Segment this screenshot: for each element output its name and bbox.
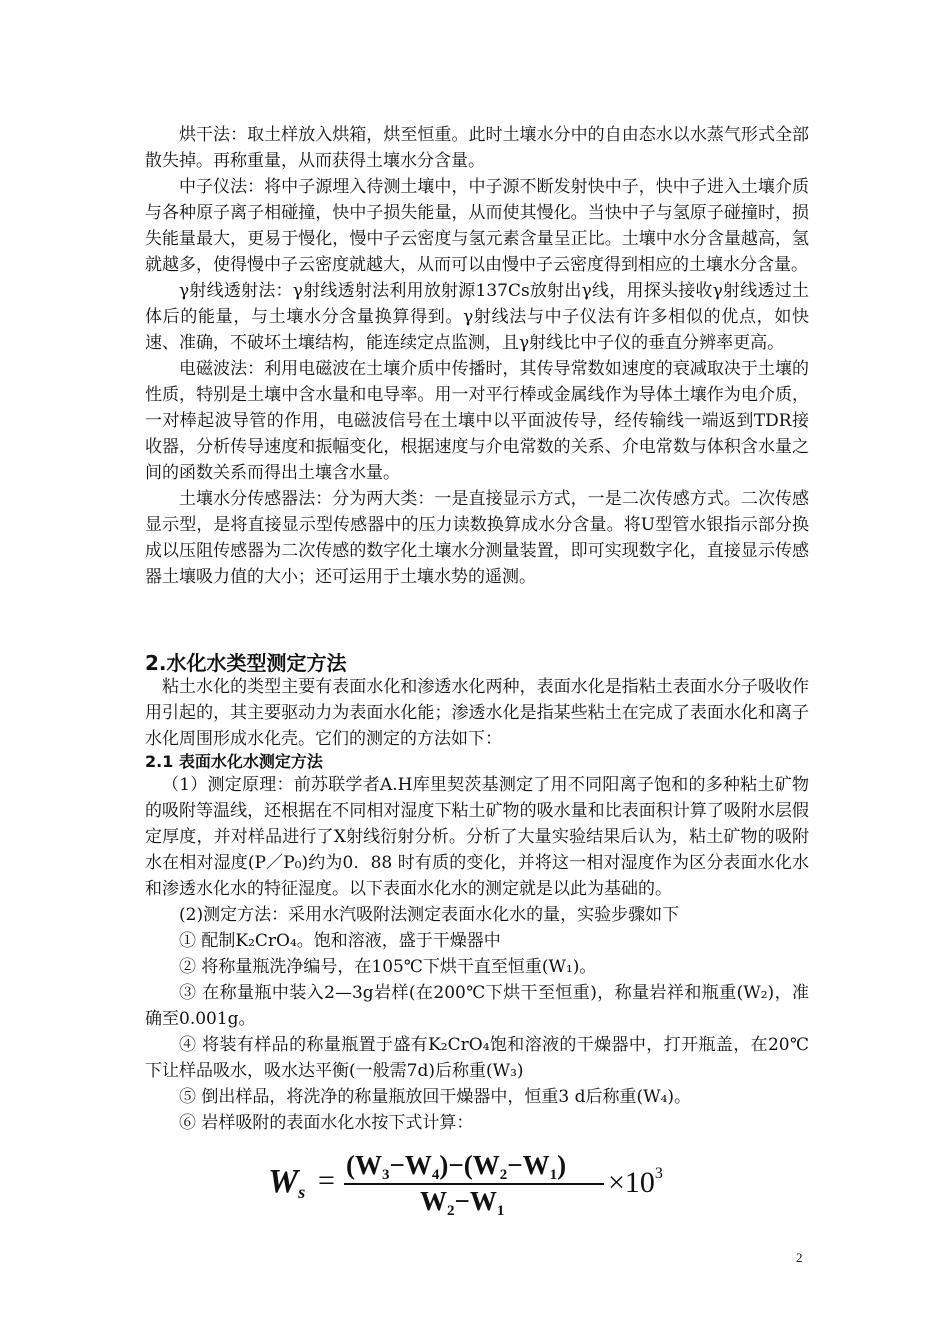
formula-multiplier: $\times 10^3$ — [608, 1165, 663, 1199]
principle-paragraph: （1）测定原理：前苏联学者A.H库里契茨基测定了用不同阳离子饱和的多种粘土矿物的吸附等温线，还根据在不同相对湿度下粘土矿物的吸水量和比表面积计算了吸附水层假定厚度，并对样品进行了X射线衍射分析。分析了大量实验结果后认为，粘土矿物的吸附水在相对湿度(P／P₀)约为0．88 时有质的变化，并将这一相对湿度作为区分表面水化水和渗透水化水的特征湿度。以下表面水化水的测定就是以此为基础的。 — [145, 775, 809, 899]
formula-numerator: (W3−W4)−(W2−W1) — [346, 1150, 567, 1183]
formula-lhs: W — [268, 1163, 299, 1200]
paragraph-soil-sensor: 土壤水分传感器法：分为两大类：一是直接显示方式，一是二次传感方式。二次传感显示型，是将直接显示型传感器中的压力读数换算成水分含量。将U型管水银指示部分换成以压阻传感器为二次传感的数字化土壤水分测量装置，即可实现数字化，直接显示传感器土壤吸力值的大小；还可运用于土壤水势的遥测。 — [145, 489, 809, 587]
section-intro-block — [145, 674, 809, 752]
step-6: ⑥ 岩样吸附的表面水化水按下式计算： — [179, 1113, 474, 1133]
subsection-title: 2.1 表面水化水测定方法 — [145, 752, 323, 771]
section-intro: 粘土水化的类型主要有表面水化和渗透水化两种，表面水化是指粘土表面水分子吸收作用引起的，其主要驱动力为表面水化能；渗透水化是指某些粘土在完成了表面水化和离子水化周围形成水化壳。它们的测定的方法如下： — [145, 677, 809, 749]
paragraph-gamma-ray: γ射线透射法：γ射线透射法利用放射源137Cs放射出γ线，用探头接收γ射线透过土体后的能量，与土壤水分含量换算得到。γ射线法与中子仪法有许多相似的优点，如快速、准确，不破坏土壤结构，能连续定点监测，且γ射线比中子仪的垂直分辨率更高。 — [145, 281, 809, 353]
section-title: 2.水化水类型测定方法 — [145, 651, 347, 675]
page-number: 2 — [796, 1250, 803, 1265]
svg-text:Ws: Ws — [268, 1163, 306, 1202]
step-5: ⑤ 倒出样品，将洗净的称量瓶放回干燥器中，恒重3 d后称重(W₄)。 — [179, 1087, 692, 1107]
step-2: ② 将称量瓶洗净编号，在105℃下烘干直至恒重(W₁)。 — [179, 957, 597, 977]
formula-equals: = — [318, 1164, 335, 1197]
step-3: ③ 在称量瓶中装入2—3g岩样(在200℃下烘干至恒重)，称量岩祥和瓶重(W₂)，准确至0.001g。 — [145, 983, 809, 1029]
step-4: ④ 将装有样品的称量瓶置于盛有K₂CrO₄饱和溶液的干燥器中，打开瓶盖，在20℃下让样品吸水，吸水达平衡(一般需7d)后称重(W₃) — [145, 1035, 809, 1081]
paragraph-electromagnetic: 电磁波法：利用电磁波在土壤介质中传播时，其传导常数如速度的衰减取决于土壤的性质，特别是土壤中含水量和电导率。用一对平行棒或金属线作为导体土壤作为电介质，一对棒起波导管的作用，电磁波信号在土壤中以平面波传导，经传输线一端返到TDR接收器，分析传导速度和振幅变化，根据速度与介电常数的关系、介电常数与体积含水量之间的函数关系而得出土壤含水量。 — [145, 359, 809, 483]
surface-hydration-formula — [268, 1148, 708, 1216]
step-1: ① 配制K₂CrO₄。饱和溶液，盛于干燥器中 — [179, 931, 501, 951]
top-paragraphs — [145, 122, 809, 590]
paragraph-neutron-probe: 中子仪法：将中子源埋入待测土壤中，中子源不断发射快中子，快中子进入土壤介质与各种原子离子相碰撞，快中子损失能量，从而使其慢化。当快中子与氢原子碰撞时，损失能量最大，更易于慢化，慢中子云密度与氢元素含量呈正比。土壤中水分含量越高，氢就越多，使得慢中子云密度就越大，从而可以由慢中子云密度得到相应的土壤水分含量。 — [145, 177, 809, 275]
paragraph-oven-drying: 烘干法：取土样放入烘箱，烘至恒重。此时土壤水分中的自由态水以水蒸气形式全部散失掉。再称重量，从而获得土壤水分含量。 — [145, 125, 809, 171]
method-block — [145, 772, 809, 1136]
method-intro: (2)测定方法：采用水汽吸附法测定表面水化水的量，实验步骤如下 — [179, 905, 680, 925]
formula-denominator: W2−W1 — [420, 1186, 505, 1216]
